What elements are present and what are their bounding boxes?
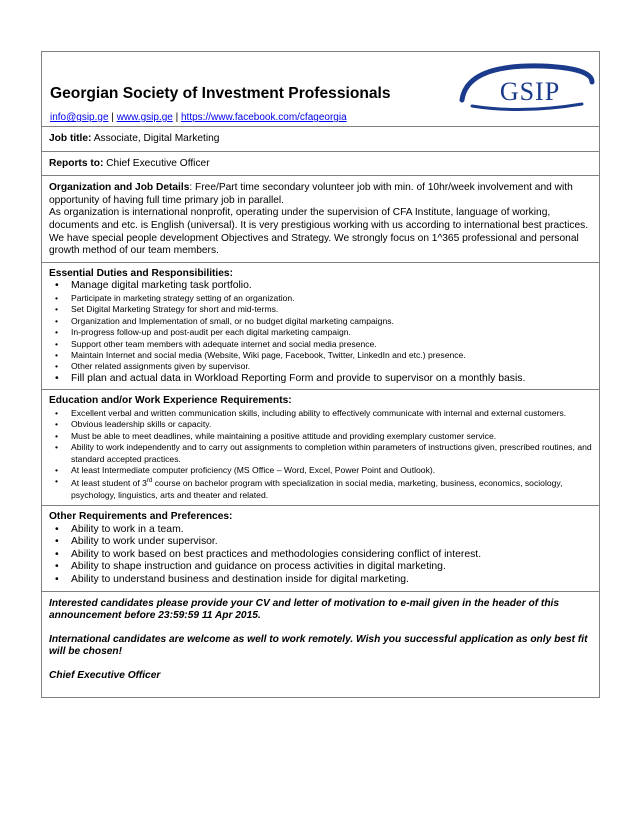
education-list	[49, 408, 592, 501]
contact-line	[50, 112, 347, 125]
separator: |	[172, 112, 181, 123]
list-item: • Obvious leadership skills or capacity.	[49, 419, 592, 430]
job-title-value: Associate, Digital Marketing	[91, 133, 220, 144]
list-item: • In-progress follow-up and post-audit per each digital marketing campaign.	[49, 327, 592, 338]
org-details-text1: : Free/Part time secondary volunteer job with min. of 10hr/week involvement and with opportunity of having full time primary job in parallel.	[49, 182, 573, 206]
list-item: • Maintain Internet and social media (Website, Wiki page, Facebook, Twitter, LinkedIn and etc.) presence.	[49, 350, 592, 361]
list-item: • Ability to work in a team.	[49, 524, 592, 537]
closing-section	[42, 592, 599, 697]
duties-title: Essential Duties and Responsibilities:	[49, 267, 233, 279]
header-section	[42, 52, 599, 127]
org-title: Georgian Society of Investment Professionals	[50, 85, 391, 102]
website-link[interactable]: www.gsip.ge	[116, 112, 173, 123]
education-title: Education and/or Work Experience Requirements:	[49, 395, 292, 407]
edu-last-sup: rd	[146, 478, 153, 485]
job-title-label: Job title:	[49, 133, 92, 144]
list-item	[49, 476, 592, 501]
list-item: • Ability to work independently and to carry out assignments to completion within parameters of instructions given, prescribed routines, and standard accepted practices.	[49, 442, 592, 465]
other-title: Other Requirements and Preferences:	[49, 511, 233, 523]
reports-to-value: Chief Executive Officer	[103, 157, 210, 169]
job-announcement	[41, 51, 600, 698]
list-item: • Participate in marketing strategy setting of an organization.	[49, 293, 592, 304]
gsip-logo	[442, 60, 597, 118]
edu-last-post: course on bachelor program with specialization in social media, marketing, business, economics, sociology, psychology, linguistics, arts and theater and related.	[71, 478, 563, 500]
org-details-section	[42, 176, 599, 263]
email-link[interactable]: info@gsip.ge	[50, 112, 109, 123]
list-item: • Set Digital Marketing Strategy for short and mid-terms.	[49, 304, 592, 315]
list-item: • Manage digital marketing task portfolio.	[49, 280, 592, 293]
closing-para2: International candidates are welcome as well to work remotely. Wish you successful application as only best fit will be chosen!	[49, 633, 588, 658]
list-item: • Fill plan and actual data in Workload Reporting Form and provide to supervisor on a monthly basis.	[49, 373, 592, 386]
list-item: • Excellent verbal and written communication skills, including ability to effectively communicate with internal and external customers.	[49, 408, 592, 419]
list-item: • Support other team members with adequate internet and social media presence.	[49, 339, 592, 350]
org-details-para3: We have special people development Objectives and Strategy. We strongly focus on 1^365 professional and personal growth method of our team members.	[49, 232, 579, 257]
facebook-link[interactable]: https://www.facebook.com/cfageorgia	[180, 112, 347, 123]
duties-section	[42, 263, 599, 391]
list-item: • Ability to shape instruction and guidance on process activities in digital marketing.	[49, 561, 592, 574]
list-item: • Organization and Implementation of small, or no budget digital marketing campaigns.	[49, 316, 592, 327]
logo-text: GSIP	[499, 77, 561, 106]
edu-last-pre: At least student of 3	[71, 478, 147, 489]
other-list	[49, 524, 592, 587]
org-details-para2: As organization is international nonprofit, operating under the supervision of CFA Institute, language of working, documents and etc. is English (universal). It is very prestigious working with us according to international best practices.	[49, 207, 589, 231]
list-item: • Ability to work based on best practices and methodologies considering conflict of interest.	[49, 549, 592, 562]
list-item: • Ability to work under supervisor.	[49, 536, 592, 549]
list-item: • At least Intermediate computer proficiency (MS Office – Word, Excel, Power Point and Outlook).	[49, 465, 592, 476]
other-section	[42, 506, 599, 592]
reports-to-label: Reports to:	[49, 157, 104, 169]
list-item: • Must be able to meet deadlines, while maintaining a positive attitude and providing exemplary customer service.	[49, 431, 592, 442]
job-title-row	[42, 127, 599, 152]
duties-list	[49, 280, 592, 385]
org-details-para1	[49, 182, 592, 207]
closing-para1: Interested candidates please provide your CV and letter of motivation to e-mail given in the header of this announcement before 23:59:59 11 Apr 2015.	[49, 597, 560, 622]
separator: |	[108, 112, 117, 123]
org-details-label: Organization and Job Details	[49, 182, 190, 194]
list-item: • Ability to understand business and destination inside for digital marketing.	[49, 574, 592, 587]
education-section	[42, 390, 599, 506]
closing-signature: Chief Executive Officer	[49, 670, 161, 682]
list-item: • Other related assignments given by supervisor.	[49, 361, 592, 372]
reports-to-row	[42, 152, 599, 177]
